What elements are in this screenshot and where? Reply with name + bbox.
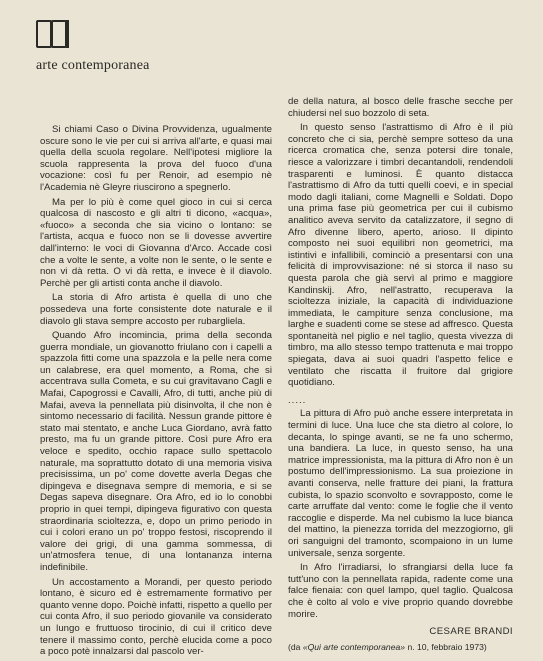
paragraph: La pittura di Afro può anche essere interpretata in termini di luce. Una luce che sta dietro al colore, lo decanta, lo spinge avanti, se ne fa uno schermo, una bandiera. La luce, in questo senso, ha una matrice impressionista, ma la pittura di Afro non è un postumo dell'impressionismo. La sua proiezione in avanti conserva, nelle fratture dei piani, la frattura cubista, lo spazio sconvolto e sovrapposto, come le carte arruffate dal vento: come le foglie che il vento raccoglie e disperde. Ma nel cubismo la luce bianca del mattino, la pienezza torrida del mezzogiorno, gli ori sanguigni del tramonto, scompaiono in un lume universale, senza sorgente. — [288, 408, 513, 559]
paragraph: de della natura, al bosco delle frasche secche per chiudersi nel suo bozzolo di seta. — [288, 96, 513, 119]
qui-logo — [36, 18, 69, 50]
publication-title: «Qui arte contemporanea» — [302, 641, 406, 652]
section-title: arte contemporanea — [36, 58, 150, 73]
paragraph: Ma per lo più è come quel gioco in cui si cerca qualcosa di nascosto e gli altri ti dicono, «acqua», «fuoco» a seconda che sia vicino o lontano: se l'artista, acqua e fuoco non se li dovesse avvertire dall'interno: le voci di Giovanna d'Arco. Accade così che a volte le sente, a volte non le sente, o le sente e non vi dà retta. O vi dà retta, e invece è il diavolo. Perchè per gli artisti conta anche il diavolo. — [40, 196, 272, 289]
source-citation: (da «Qui arte contemporanea» n. 10, febbraio 1973) — [288, 641, 487, 652]
left-column — [40, 124, 272, 661]
paragraph: Si chiami Caso o Divina Provvidenza, ugualmente oscure sono le vie per cui si arriva all'arte, e quasi mai quella della scuola regolare. Nell'ipotesi migliore la scuola rappresenta la prova del fuoco d'una vocazione: così fu per Renoir, ad esempio nè l'Academia nè Gleyre riuscirono a spegnerlo. — [40, 124, 272, 193]
paragraph: Quando Afro incomincia, prima della seconda guerra mondiale, un giovanotto friulano con i capelli a spazzola fitti come una spazzola e la pelle nera come un calabrese, era quel momento, a Roma, che si accentrava sulla Cometa, e su cui gravitavano Cagli e Mafai, Capogrossi e Cavalli, Afro, di tutti, anche più di Mafai, aveva la pennellata più disinvolta, il che non è sintomo necessario di facilità. Nessun grande pittore è stato mai stentato, e anche Luca Giordano, avrà fatto presto, ma fu un grande pittore. Così pure Afro era veloce e spedito, occhio rapace sullo spettacolo naturale, ma soprattutto dotato di una memoria visiva precisissima, un po' come dovette averla Degas che dipingeva e disegnava sempre di memoria, e si se Degas sapeva disegnare. Ora Afro, ed io lo conobbi proprio in quei tempi, dipingeva figurativo con questa straordinaria scioltezza, e, dopo un primo periodo in cui i colori erano un po' troppo festosi, riscoprendo il valore dei grigi, di una gamma sommessa, di un'atmosfera tenue, di una lontananza interna indefinibile. — [40, 330, 272, 573]
paragraph: In Afro l'irradiarsi, lo sfrangiarsi della luce fa tutt'uno con la pennellata rapida, radente come una falce fienaia: con quel lampo, quel taglio. Qualcosa che è colto al volo e vive proprio quando dovrebbe morire. — [288, 562, 513, 620]
author-signature: CESARE BRANDI — [429, 626, 513, 638]
paragraph: La storia di Afro artista è quella di uno che possedeva una forte consistente dote naturale e il diavolo gli stava sempre accosto per rubargliela. — [40, 292, 272, 327]
paragraph: In questo senso l'astrattismo di Afro è il più concreto che ci sia, perchè sempre sotteso da una ricerca cromatica che, senza potersi dire tonale, riesce a valorizzare i timbri decantandoli, rendendoli trasparenti e luminosi. È quanto distacca l'astrattismo di Afro da tutti quelli coevi, e in special modo dagli italiani, come Magnelli e Soldati. Dopo una prima fase più geometrica per cui il cubismo analitico aveva servito da catalizzatore, il segno di Afro divenne libero, aperto, arioso. Il dipinto composto nei suoi equilibri non geometrici, ma istintivi e infallibili, cominciò a presentarsi con una felicità di improvvisazione: né si storca il naso su questa parola che già servì al primo e maggiore Kandinskij. Afro, nell'astratto, recuperava la scioltezza iniziale, la capacità di individuazione immediata, le campiture senza conclusione, ma larghe e suadenti come se stese ad affresco. Questa spontaneità nel piglio e nel taglio, questa vivezza di timbro, ma allo stesso tempo trattenuta e mai troppo spiegata, dava ai suoi quadri l'aspetto felice e ventilato che riscatta il fruitore dal grigiore quotidiano. — [288, 122, 513, 389]
paragraph: Un accostamento a Morandi, per questo periodo lontano, è sicuro ed è estremamente formativo per quanto venne dopo. Poichè infatti, rispetto a quello per cui conta Afro, il suo periodo giovanile va considerato un lungo e fruttuoso tirocinio, di cui il critico deve tenere il massimo conto, perchè elucida come a poco a poco potè innalzarsi dal pascolo ver- — [40, 576, 273, 658]
section-divider-dots: ..... — [288, 394, 307, 406]
right-column — [288, 96, 513, 653]
